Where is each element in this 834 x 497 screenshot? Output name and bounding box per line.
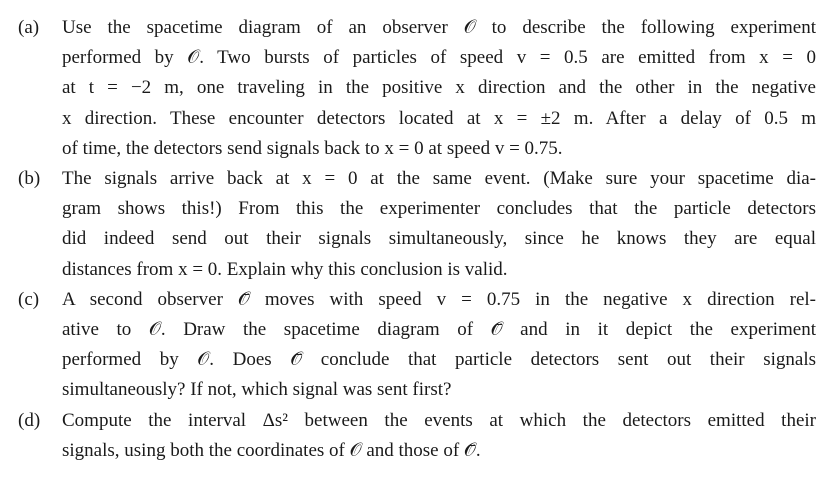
text-line: distances from x = 0. Explain why this conclusion is valid. [62, 258, 508, 280]
problem-marker: (b) [18, 168, 41, 190]
text-line: Use the spacetime diagram of an observer 𝒪 to describe the following experiment [62, 17, 816, 38]
text-line: Compute the interval Δs² between the events at which the detectors emitted their [62, 409, 816, 431]
problem-marker: (d) [18, 409, 41, 431]
text-line: simultaneously? If not, which signal was sent first? [62, 379, 452, 401]
problem-text [62, 13, 816, 164]
text-line: x direction. These encounter detectors located at x = ±2 m. After a delay of 0.5 m [62, 107, 816, 129]
problem-d [18, 406, 816, 466]
text-line: of time, the detectors send signals back to x = 0 at speed v = 0.75. [62, 137, 563, 159]
text-line: performed by 𝒪. Does 𝒪̄ conclude that particle detectors sent out their signals [62, 349, 816, 371]
problem-c [18, 285, 816, 406]
problem-text [62, 285, 816, 406]
problem-marker: (a) [18, 17, 40, 38]
problem-a [18, 13, 816, 164]
text-line: signals, using both the coordinates of 𝒪 and those of 𝒪̄. [62, 439, 481, 461]
problem-b [18, 164, 816, 285]
text-line: A second observer 𝒪̄ moves with speed v = 0.75 in the negative x direction rel- [62, 288, 816, 310]
problem-text [62, 406, 816, 466]
text-line: gram shows this!) From this the experimenter concludes that the particle detectors [62, 198, 816, 220]
text-line: ative to 𝒪. Draw the spacetime diagram of 𝒪̄ and in it depict the experiment [62, 319, 816, 341]
text-line: at t = −2 m, one traveling in the positive x direction and the other in the negative [62, 77, 816, 99]
text-line: did indeed send out their signals simultaneously, since he knows they are equal [62, 228, 816, 250]
problem-text [62, 164, 816, 285]
text-line: The signals arrive back at x = 0 at the same event. (Make sure your spacetime dia- [62, 168, 816, 190]
problem-marker: (c) [18, 288, 40, 310]
text-line: performed by 𝒪. Two bursts of particles of speed v = 0.5 are emitted from x = 0 [62, 47, 816, 69]
